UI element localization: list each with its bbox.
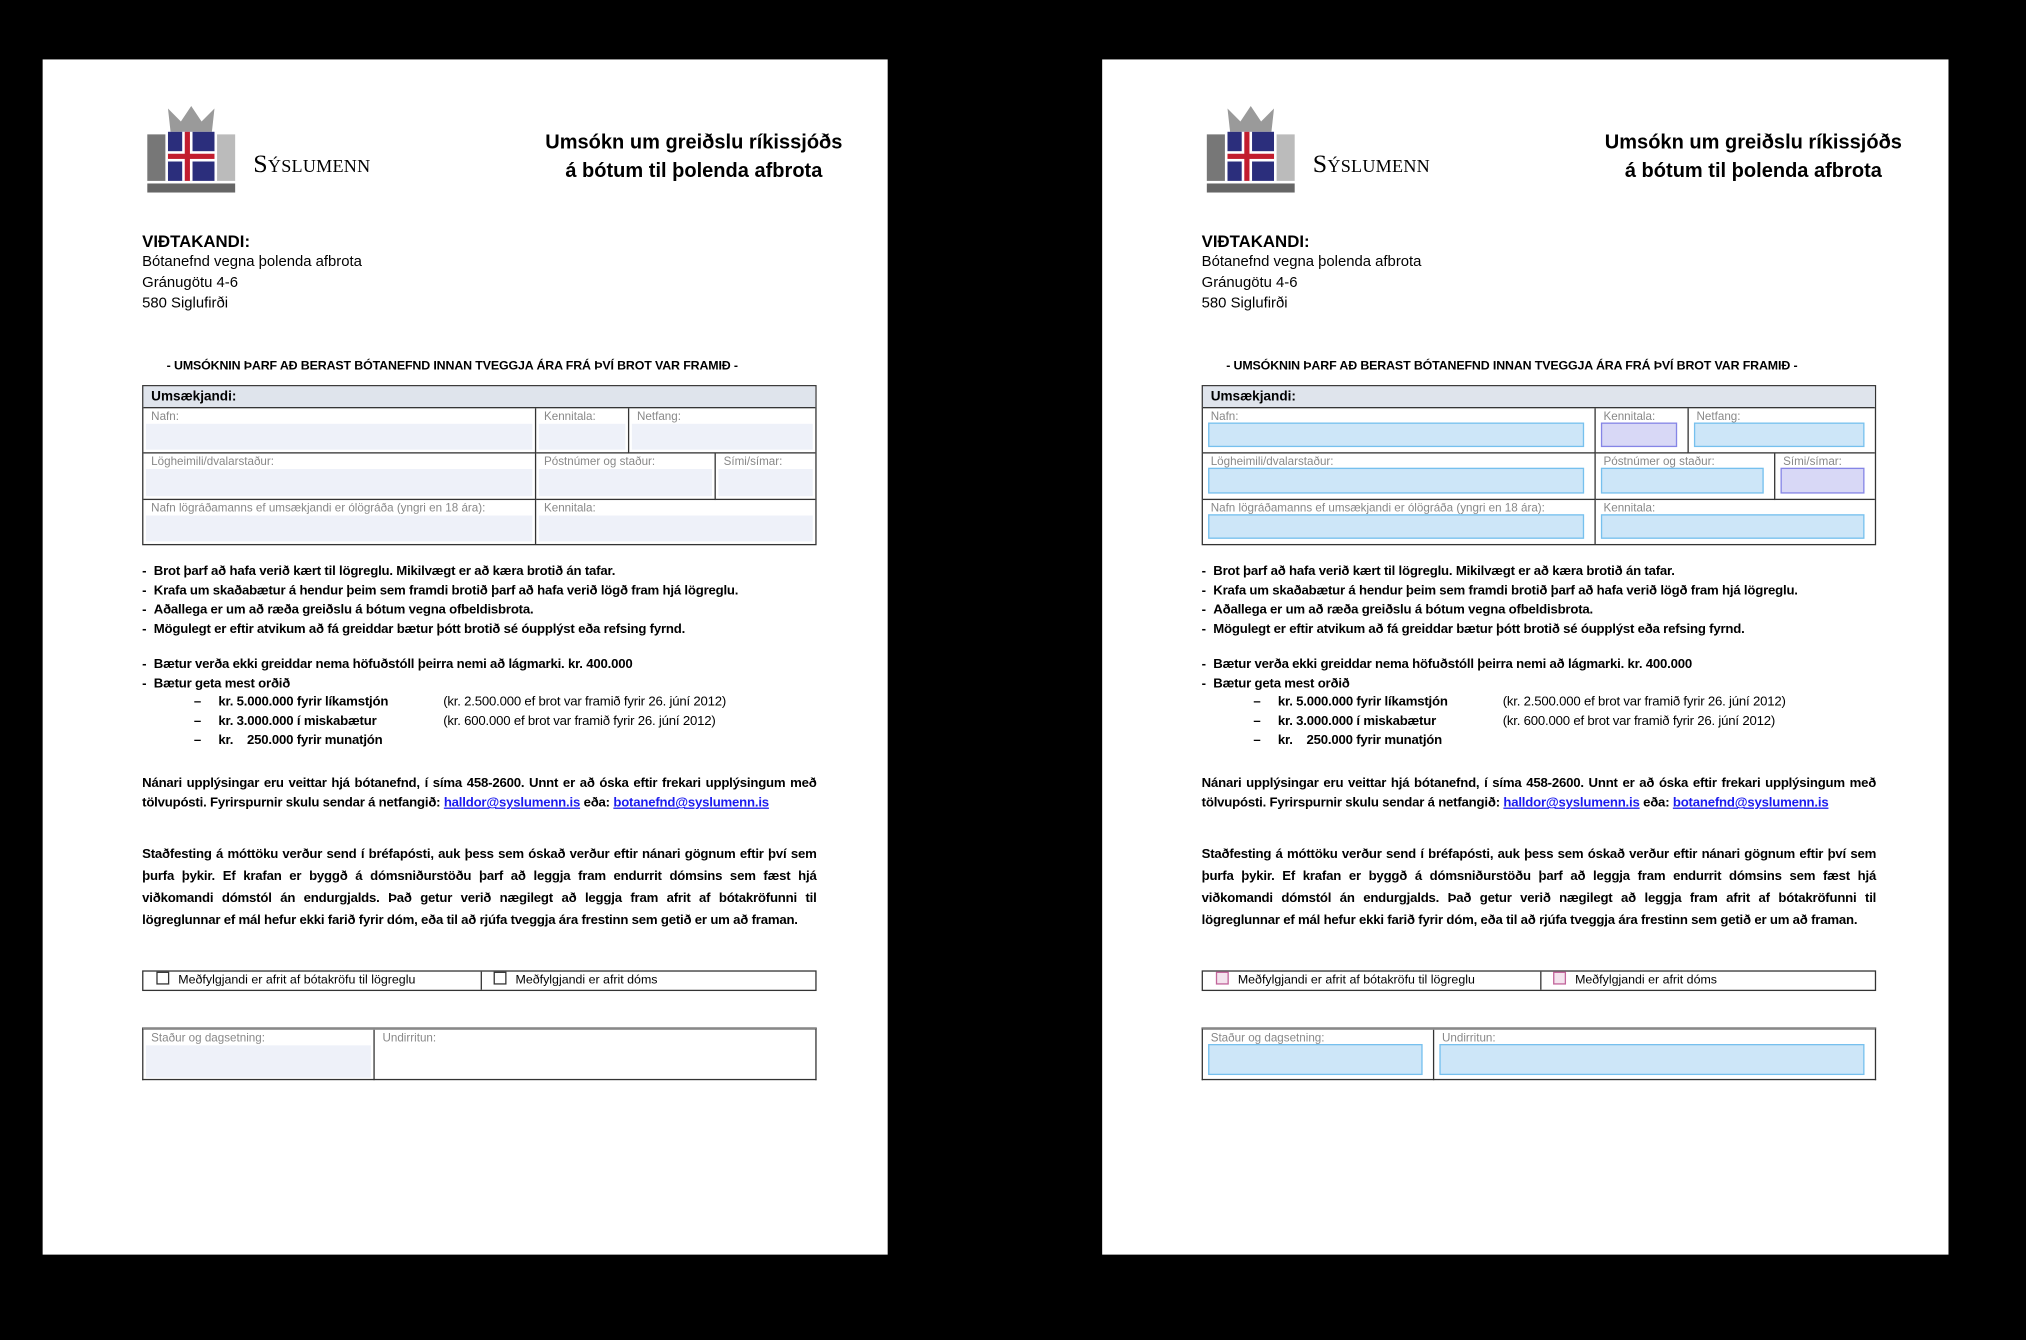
checkbox-label: Meðfylgjandi er afrit af bótakröfu til lögreglu xyxy=(1237,972,1475,988)
deadline-notice: - UMSÓKNIN ÞARF AÐ BERAST BÓTANEFND INNAN TVEGGJA ÁRA FRÁ ÞVÍ BROT VAR FRAMIÐ - xyxy=(166,359,738,374)
name-cell xyxy=(1203,408,1596,453)
guardian-kennitala-field[interactable] xyxy=(1601,514,1865,539)
address-field[interactable] xyxy=(1208,468,1584,494)
title-line-2: á bótum til þolenda afbrota xyxy=(1624,160,1882,183)
amount-note: (kr. 2.500.000 ef brot var framið fyrir 26. júní 2012) xyxy=(443,695,727,710)
bullet-text: Mögulegt er eftir atvikum að fá greiddar bætur þótt brotið sé óupplýst eða refsing fyrnd. xyxy=(153,622,686,638)
police-claim-checkbox[interactable] xyxy=(1216,972,1475,990)
email-link-halldor[interactable]: halldor@syslumenn.is xyxy=(1503,795,1640,811)
email-link-halldor[interactable]: halldor@syslumenn.is xyxy=(443,795,581,811)
judgment-checkbox[interactable] xyxy=(494,972,658,990)
title-line-2: á bótum til þolenda afbrota xyxy=(565,160,823,183)
name-cell xyxy=(143,408,536,453)
email-cell xyxy=(1689,408,1875,453)
form-title xyxy=(1583,129,1924,186)
bullet-item: - Bætur geta mest orðið xyxy=(142,677,291,692)
amount-item: kr. 250.000 fyrir munatjón xyxy=(1277,733,1443,749)
guardian-field[interactable] xyxy=(146,516,532,542)
phone-label: Sími/símar: xyxy=(1783,454,1842,468)
form-title xyxy=(523,129,864,186)
dash-icon: – xyxy=(1253,714,1261,729)
bullet-item: - Aðallega er um að ræða greiðslu á bótum vegna ofbeldisbrota. xyxy=(142,603,534,618)
recipient-line: 580 Siglufirði xyxy=(142,295,229,312)
confirmation-paragraph: Staðfesting á móttöku verður send í bréfapósti, auk þess sem óskað verður eftir nánari gögnum eftir því sem þurfa þykir. Ef krafan er byggð á dómsniðurstöðu þarf að leggja fram endurrit dómsins sem fæst hjá viðkomandi dómstól án endurgjalds. Það getur verið nægilegt að leggja fram afrit af bótakröfunni til lögreglunnar ef mál hefur ekki farið fyrir dóm, eða til að rjúfa tveggja ára frestinn sem getið er um að framan. xyxy=(1201,847,1877,928)
bullet-item: - Aðallega er um að ræða greiðslu á bótum vegna ofbeldisbrota. xyxy=(1201,603,1593,618)
amount-note: (kr. 2.500.000 ef brot var framið fyrir 26. júní 2012) xyxy=(1502,695,1786,710)
postal-field[interactable] xyxy=(539,469,712,496)
bullet-item: - Krafa um skaðabætur á hendur þeim sem framdi brotið þarf að hafa verið lögð fram hjá lögreglu. xyxy=(142,584,739,599)
amount-item: kr. 3.000.000 í miskabætur xyxy=(218,714,377,729)
confirmation-paragraph: Staðfesting á móttöku verður send í bréfapósti, auk þess sem óskað verður eftir nánari gögnum eftir því sem þurfa þykir. Ef krafan er byggð á dómsniðurstöðu þarf að leggja fram endurrit dómsins sem fæst hjá viðkomandi dómstól án endurgjalds. Það getur verið nægilegt að leggja fram afrit af bótakröfunni til lögreglunnar ef mál hefur ekki farið fyrir dóm, eða til að rjúfa tveggja ára frestinn sem getið er um að framan. xyxy=(142,847,817,928)
guardian-kennitala-cell xyxy=(536,500,815,544)
place-date-label: Staður og dagsetning: xyxy=(1210,1031,1325,1045)
postal-label: Póstnúmer og staður: xyxy=(1603,454,1715,468)
address-field[interactable] xyxy=(146,469,532,496)
checkbox-label: Meðfylgjandi er afrit af bótakröfu til lögreglu xyxy=(178,972,416,988)
bullet-text: Krafa um skaðabætur á hendur þeim sem framdi brotið þarf að hafa verið lögð fram hjá lögreglu. xyxy=(1213,584,1798,599)
signature-table xyxy=(142,1027,816,1080)
place-date-field[interactable] xyxy=(1208,1044,1422,1075)
amount-item: kr. 5.000.000 fyrir líkamstjón xyxy=(1277,695,1448,710)
bullet-text: Krafa um skaðabætur á hendur þeim sem framdi brotið þarf að hafa verið lögð fram hjá lögreglu. xyxy=(153,584,739,599)
email-field[interactable] xyxy=(1694,423,1865,448)
police-claim-checkbox[interactable] xyxy=(156,972,415,990)
phone-field[interactable] xyxy=(718,469,812,496)
checkbox-label: Meðfylgjandi er afrit dóms xyxy=(515,972,658,988)
name-field[interactable] xyxy=(1208,423,1584,448)
recipient-label: VIÐTAKANDI: xyxy=(142,231,251,251)
bullet-item: - Bætur geta mest orðið xyxy=(1201,677,1350,692)
signature-field[interactable] xyxy=(377,1045,812,1077)
applicant-table xyxy=(142,385,816,545)
bullet-item: - Brot þarf að hafa verið kært til lögreglu. Mikilvægt er að kæra brotið án tafar. xyxy=(1201,564,1675,579)
postal-label: Póstnúmer og staður: xyxy=(543,454,656,468)
coat-of-arms-logo xyxy=(1202,103,1300,196)
name-label: Nafn: xyxy=(1210,409,1239,423)
guardian-kennitala-cell xyxy=(1596,500,1875,544)
amount-item: kr. 250.000 fyrir munatjón xyxy=(218,733,383,749)
kennitala-cell xyxy=(536,408,629,453)
place-date-cell xyxy=(1203,1030,1434,1080)
place-date-field[interactable] xyxy=(146,1045,371,1077)
contact-info-text: Nánari upplýsingar eru veittar hjá bótanefnd, í síma 458-2600. Unnt er að óska eftir frekari upplýsingum með tölvupósti. Fyrirspurnir skulu sendar á netfangið: xyxy=(142,776,817,811)
guardian-label: Nafn lögráðamanns ef umsækjandi er ólögráða (yngri en 18 ára): xyxy=(151,501,486,515)
recipient-line: Gránugötu 4-6 xyxy=(1201,275,1298,291)
dash-icon: – xyxy=(193,695,202,710)
signature-cell xyxy=(1434,1030,1875,1080)
postal-cell xyxy=(1596,454,1776,501)
address-cell xyxy=(1203,454,1596,501)
contact-info-or: eða: xyxy=(1643,795,1670,811)
dash-icon: – xyxy=(1253,695,1261,710)
guardian-kennitala-label: Kennitala: xyxy=(543,501,596,515)
address-label: Lögheimili/dvalarstaður: xyxy=(1210,454,1334,468)
bullet-text: Bætur geta mest orðið xyxy=(153,677,291,692)
dash-icon: – xyxy=(193,733,202,749)
contact-info-or: eða: xyxy=(583,795,610,811)
address-cell xyxy=(143,454,536,501)
place-date-cell xyxy=(143,1030,374,1080)
amount-note: (kr. 600.000 ef brot var framið fyrir 26. júní 2012) xyxy=(1502,714,1776,729)
postal-field[interactable] xyxy=(1601,468,1764,494)
applicant-section-header: Umsækjandi: xyxy=(143,386,815,408)
attachments-row xyxy=(142,970,816,991)
bullet-item: - Brot þarf að hafa verið kært til lögreglu. Mikilvægt er að kæra brotið án tafar. xyxy=(142,564,616,579)
phone-label: Sími/símar: xyxy=(723,454,783,468)
bullet-item: - Mögulegt er eftir atvikum að fá greiddar bætur þótt brotið sé óupplýst eða refsing fyrnd. xyxy=(142,622,686,638)
signature-cell xyxy=(375,1030,816,1080)
kennitala-label: Kennitala: xyxy=(1603,409,1656,423)
brand-name: Sýslumenn xyxy=(1312,149,1430,179)
recipient-line: Bótanefnd vegna þolenda afbrota xyxy=(142,254,362,271)
email-label: Netfang: xyxy=(1696,409,1741,423)
kennitala-field[interactable] xyxy=(539,424,626,450)
checkbox-icon[interactable] xyxy=(156,972,169,985)
bullet-text: Aðallega er um að ræða greiðslu á bótum vegna ofbeldisbrota. xyxy=(1213,603,1593,618)
bullet-text: Bætur verða ekki greiddar nema höfuðstóll þeirra nemi að lágmarki. kr. 400.000 xyxy=(1213,657,1692,672)
phone-field[interactable] xyxy=(1781,468,1865,494)
recipient-line: Gránugötu 4-6 xyxy=(142,275,238,291)
guardian-cell xyxy=(143,500,536,544)
bullet-item: - Bætur verða ekki greiddar nema höfuðstóll þeirra nemi að lágmarki. kr. 400.000 xyxy=(1201,657,1692,672)
recipient-line: Bótanefnd vegna þolenda afbrota xyxy=(1201,254,1422,271)
signature-label: Undirritun: xyxy=(1441,1031,1496,1045)
bullet-text: Brot þarf að hafa verið kært til lögreglu. Mikilvægt er að kæra brotið án tafar. xyxy=(153,564,616,579)
bullet-text: Brot þarf að hafa verið kært til lögreglu. Mikilvægt er að kæra brotið án tafar. xyxy=(1213,564,1675,579)
phone-cell xyxy=(716,454,815,501)
signature-table xyxy=(1202,1027,1876,1080)
guardian-label: Nafn lögráðamanns ef umsækjandi er ólögráða (yngri en 18 ára): xyxy=(1210,501,1545,515)
guardian-kennitala-label: Kennitala: xyxy=(1603,501,1656,515)
bullet-item: - Bætur verða ekki greiddar nema höfuðstóll þeirra nemi að lágmarki. kr. 400.000 xyxy=(142,657,633,672)
amount-item: kr. 5.000.000 fyrir líkamstjón xyxy=(218,695,389,710)
page-with-form-fields xyxy=(1102,59,1948,1254)
amount-note: (kr. 600.000 ef brot var framið fyrir 26. júní 2012) xyxy=(443,714,716,729)
bullet-text: Bætur verða ekki greiddar nema höfuðstóll þeirra nemi að lágmarki. kr. 400.000 xyxy=(153,657,633,672)
recipient-line: 580 Siglufirði xyxy=(1201,295,1288,312)
applicant-section-header: Umsækjandi: xyxy=(1203,386,1875,408)
bullet-text: Mögulegt er eftir atvikum að fá greiddar bætur þótt brotið sé óupplýst eða refsing fyrnd. xyxy=(1213,622,1745,638)
bullet-item: - Krafa um skaðabætur á hendur þeim sem framdi brotið þarf að hafa verið lögð fram hjá lögreglu. xyxy=(1201,584,1798,599)
email-field[interactable] xyxy=(632,424,813,450)
checkbox-icon[interactable] xyxy=(1553,972,1566,985)
email-link-botanefnd[interactable]: botanefnd@syslumenn.is xyxy=(613,795,769,811)
signature-label: Undirritun: xyxy=(382,1031,437,1045)
postal-cell xyxy=(536,454,716,501)
deadline-notice: - UMSÓKNIN ÞARF AÐ BERAST BÓTANEFND INNAN TVEGGJA ÁRA FRÁ ÞVÍ BROT VAR FRAMIÐ - xyxy=(1226,359,1798,374)
kennitala-field[interactable] xyxy=(1601,423,1677,448)
page-original xyxy=(43,59,888,1254)
bullet-text: Bætur geta mest orðið xyxy=(1213,677,1350,692)
checkbox-icon[interactable] xyxy=(494,972,507,985)
title-line-1: Umsókn um greiðslu ríkissjóðs xyxy=(1604,131,1902,154)
dash-icon: – xyxy=(193,714,202,729)
brand-name: Sýslumenn xyxy=(253,149,371,179)
kennitala-cell xyxy=(1596,408,1689,453)
address-label: Lögheimili/dvalarstaður: xyxy=(151,454,275,468)
email-label: Netfang: xyxy=(637,409,681,423)
guardian-cell xyxy=(1203,500,1596,544)
name-label: Nafn: xyxy=(151,409,179,423)
contact-info-paragraph xyxy=(142,774,816,813)
amount-item: kr. 3.000.000 í miskabætur xyxy=(1277,714,1437,729)
phone-cell xyxy=(1775,454,1874,501)
kennitala-label: Kennitala: xyxy=(543,409,596,423)
name-field[interactable] xyxy=(146,424,532,450)
contact-info-text: Nánari upplýsingar eru veittar hjá bótanefnd, í síma 458-2600. Unnt er að óska eftir frekari upplýsingum með tölvupósti. Fyrirspurnir skulu sendar á netfangið: xyxy=(1201,776,1877,811)
checkbox-icon[interactable] xyxy=(1216,972,1229,985)
email-cell xyxy=(629,408,815,453)
coat-of-arms-logo xyxy=(142,103,240,196)
bullet-text: Aðallega er um að ræða greiðslu á bótum vegna ofbeldisbrota. xyxy=(153,603,534,618)
recipient-label: VIÐTAKANDI: xyxy=(1201,231,1310,251)
applicant-table xyxy=(1202,385,1876,545)
attachments-row xyxy=(1202,970,1876,991)
signature-field[interactable] xyxy=(1439,1044,1864,1075)
place-date-label: Staður og dagsetning: xyxy=(151,1031,265,1045)
email-link-botanefnd[interactable]: botanefnd@syslumenn.is xyxy=(1672,795,1829,811)
guardian-field[interactable] xyxy=(1208,514,1584,539)
dash-icon: – xyxy=(1253,733,1261,749)
guardian-kennitala-field[interactable] xyxy=(539,516,813,542)
bullet-item: - Mögulegt er eftir atvikum að fá greiddar bætur þótt brotið sé óupplýst eða refsing fyrnd. xyxy=(1201,622,1745,638)
title-line-1: Umsókn um greiðslu ríkissjóðs xyxy=(545,131,843,154)
checkbox-label: Meðfylgjandi er afrit dóms xyxy=(1575,972,1717,988)
contact-info-paragraph xyxy=(1202,774,1876,813)
judgment-checkbox[interactable] xyxy=(1553,972,1717,990)
